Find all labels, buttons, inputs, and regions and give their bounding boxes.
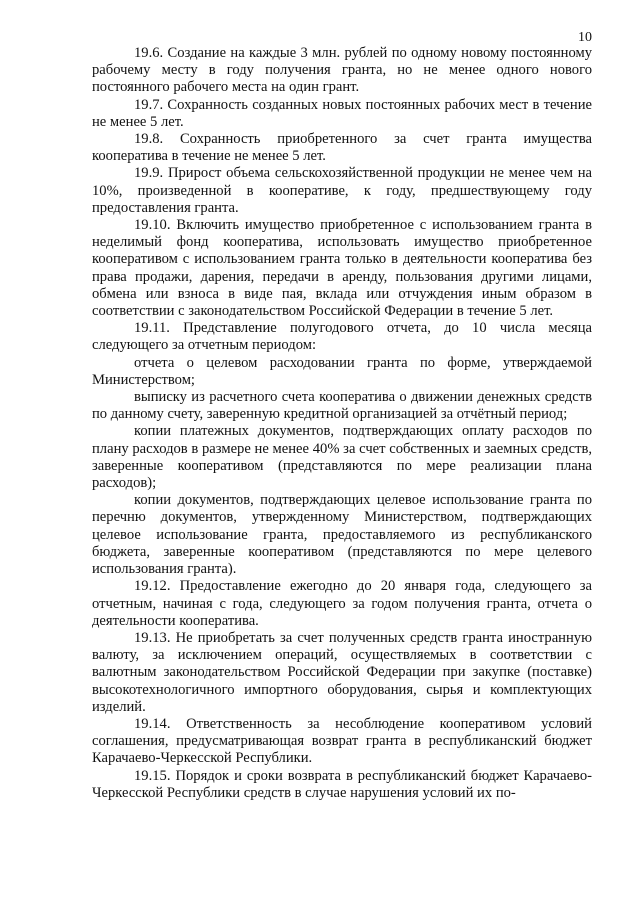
document-body	[92, 45, 592, 802]
paragraph-19-11: 19.11. Представление полугодового отчета, до 10 числа месяца следующего за отчетным периодом:	[92, 320, 592, 354]
paragraph-19-12: 19.12. Предоставление ежегодно до 20 января года, следующего за отчетным, начиная с года, следующего за годом получения гранта, отчета о деятельности кооператива.	[92, 578, 592, 629]
paragraph-19-7: 19.7. Сохранность созданных новых постоянных рабочих мест в течение не менее 5 лет.	[92, 96, 592, 130]
list-item-usage-documents: копии документов, подтверждающих целевое использование гранта по перечню документов, утвержденному Министерством, подтверждающих целевое использование гранта, предоставляемого из республиканского бюджета, заверенные кооперативом (представляются по мере целевого использования гранта).	[92, 492, 592, 578]
paragraph-19-10: 19.10. Включить имущество приобретенное с использованием гранта в неделимый фонд кооператива, использовать имущество приобретенное кооперативом с использованием гранта только в деятельности кооператива без права продажи, дарения, передачи в аренду, пользования другими лицами, обмена или взноса в виде пая, вклада или отчуждения иным образом в соответствии с законодательством Российской Федерации в течение 5 лет.	[92, 217, 592, 320]
list-item-target-spending-report: отчета о целевом расходовании гранта по форме, утверждаемой Министерством;	[92, 354, 592, 388]
paragraph-19-15: 19.15. Порядок и сроки возврата в республиканский бюджет Карачаево-Черкесской Республики средств в случае нарушения условий их по-	[92, 767, 592, 801]
page-number: 10	[578, 30, 592, 45]
list-item-payment-documents: копии платежных документов, подтверждающих оплату расходов по плану расходов в размере не менее 40% за счет собственных и заемных средств, заверенные кооперативом (представляются по мере реализации плана расходов);	[92, 423, 592, 492]
paragraph-19-14: 19.14. Ответственность за несоблюдение кооперативом условий соглашения, предусматривающая возврат гранта в республиканский бюджет Карачаево-Черкесской Республики.	[92, 715, 592, 767]
paragraph-19-9: 19.9. Прирост объема сельскохозяйственной продукции не менее чем на 10%, произведенной в кооперативе, к году, предшествующему году предоставления гранта.	[92, 165, 592, 216]
list-item-account-statement: выписку из расчетного счета кооператива о движении денежных средств по данному счету, заверенную кредитной организацией за отчётный период;	[92, 389, 592, 423]
paragraph-19-13: 19.13. Не приобретать за счет полученных средств гранта иностранную валюту, за исключением операций, осуществляемых в соответствии с валютным законодательством Российской Федерации при закупке (поставке) высокотехнологичного импортного оборудования, сырья и комплектующих изделий.	[92, 629, 592, 715]
paragraph-19-8: 19.8. Сохранность приобретенного за счет гранта имущества кооператива в течение не менее 5 лет.	[92, 131, 592, 165]
paragraph-19-6: 19.6. Создание на каждые 3 млн. рублей по одному новому постоянному рабочему месту в году получения гранта, но не менее одного нового постоянного рабочего места на один грант.	[92, 45, 592, 96]
